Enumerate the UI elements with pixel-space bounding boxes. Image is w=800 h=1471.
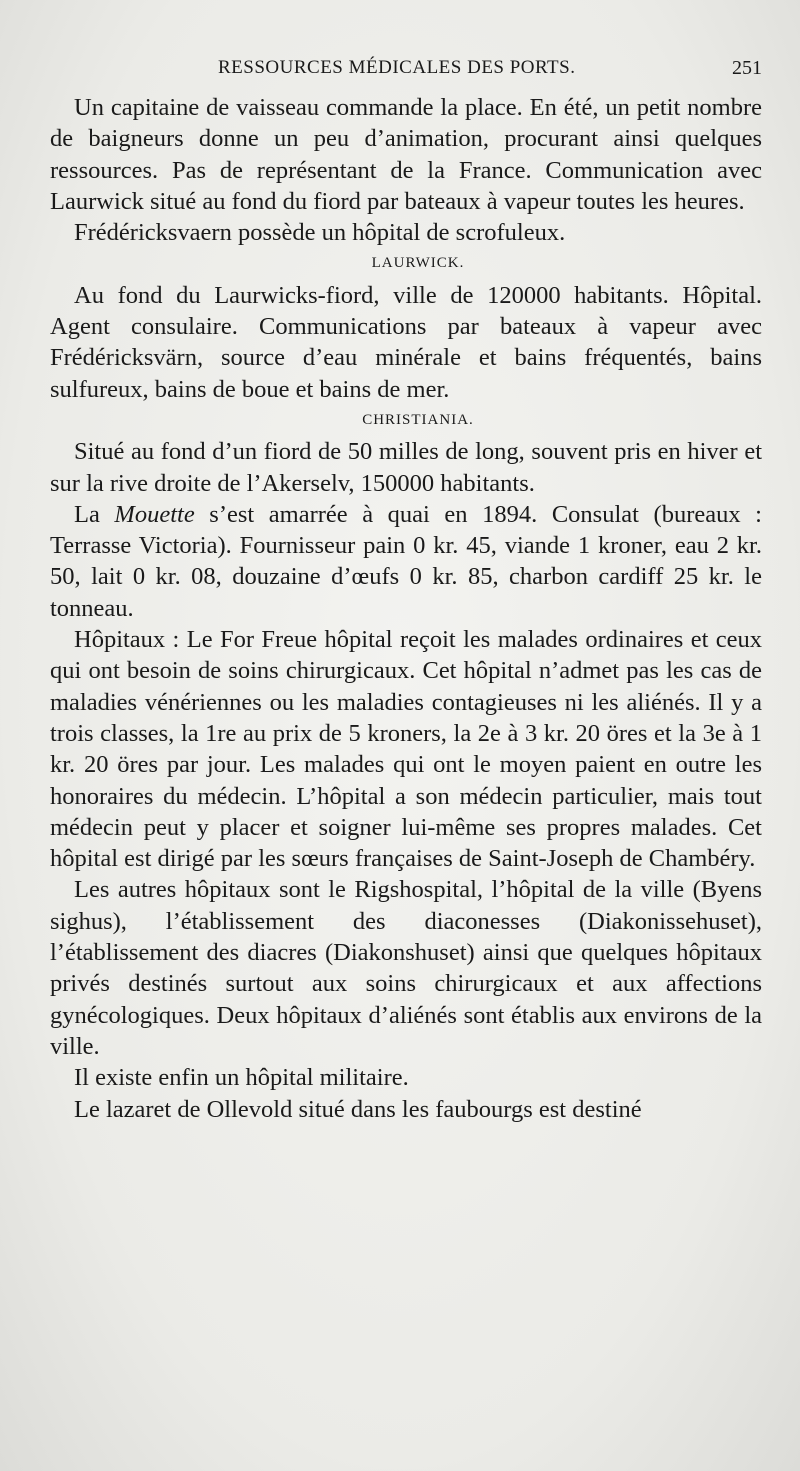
paragraph: Au fond du Laurwicks-fiord, ville de 120000 habitants. Hôpital. Agent consulaire. Communications par bateaux à vapeur avec Frédéricksvärn, source d’eau minérale et bains fréquentés, bains sulfureux, bains de boue et bains de mer. [50,281,762,403]
text-span: s’est amarrée à quai en 1894. Consulat (bureaux : Terrasse Victoria). Fournisseur pain 0 kr. 45, viande 1 kroner, eau 2 kr. 50, lait 0 kr. 08, douzaine d’œufs 0 kr. 85, charbon cardiff 25 kr. le tonneau. [50,500,762,622]
paragraph: Un capitaine de vaisseau commande la place. En été, un petit nombre de baigneurs donne un peu d’animation, procurant ainsi quelques ressources. Pas de représentant de la France. Communication avec Laurwick situé au fond du fiord par bateaux à vapeur toutes les heures. [50,94,762,215]
page-number: 251 [732,57,762,79]
paragraph [50,499,762,624]
paragraph: Hôpitaux : Le For Freue hôpital reçoit les malades ordinaires et ceux qui ont besoin de soins chirurgicaux. Cet hôpital n’admet pas les cas de maladies vénériennes ou les maladies contagieuses ni les aliénés. Il y a trois classes, la 1re au prix de 5 kroners, la 2e à 3 kr. 20 öres et la 3e à 1 kr. 20 öres par jour. Les malades qui ont le moyen paient en outre les honoraires du médecin. L’hôpital a son médecin particulier, mais tout médecin peut y placer et soigner lui-même ses propres malades. Cet hôpital est dirigé par les sœurs françaises de Saint-Joseph de Chambéry. [50,626,762,873]
text-span: La [74,500,115,528]
paragraph: Les autres hôpitaux sont le Rigshospital, l’hôpital de la ville (Byens sighus), l’établissement des diaconesses (Diakonissehuset), l’établissement des diacres (Diakonshuset) ainsi que quelques hôpitaux privés destinés surtout aux soins chirurgicaux et aux affections gynécologiques. Deux hôpitaux d’aliénés sont établis aux environs de la ville. [50,876,762,1060]
paragraph: Frédéricksvaern possède un hôpital de scrofuleux. [74,219,566,247]
page-header [0,57,800,87]
running-title: RESSOURCES MÉDICALES DES PORTS. [218,57,576,78]
paragraph: Situé au fond d’un fiord de 50 milles de long, souvent pris en hiver et sur la rive droite de l’Akerselv, 150000 habitants. [50,438,762,497]
paragraph: Il existe enfin un hôpital militaire. [74,1064,409,1092]
ship-name: Mouette [114,500,195,528]
section-title-laurwick: LAURWICK. [371,255,465,272]
section-title-christiania: CHRISTIANIA. [362,411,474,428]
page-body [50,92,762,1125]
paragraph: Le lazaret de Ollevold situé dans les faubourgs est destiné [74,1095,642,1123]
